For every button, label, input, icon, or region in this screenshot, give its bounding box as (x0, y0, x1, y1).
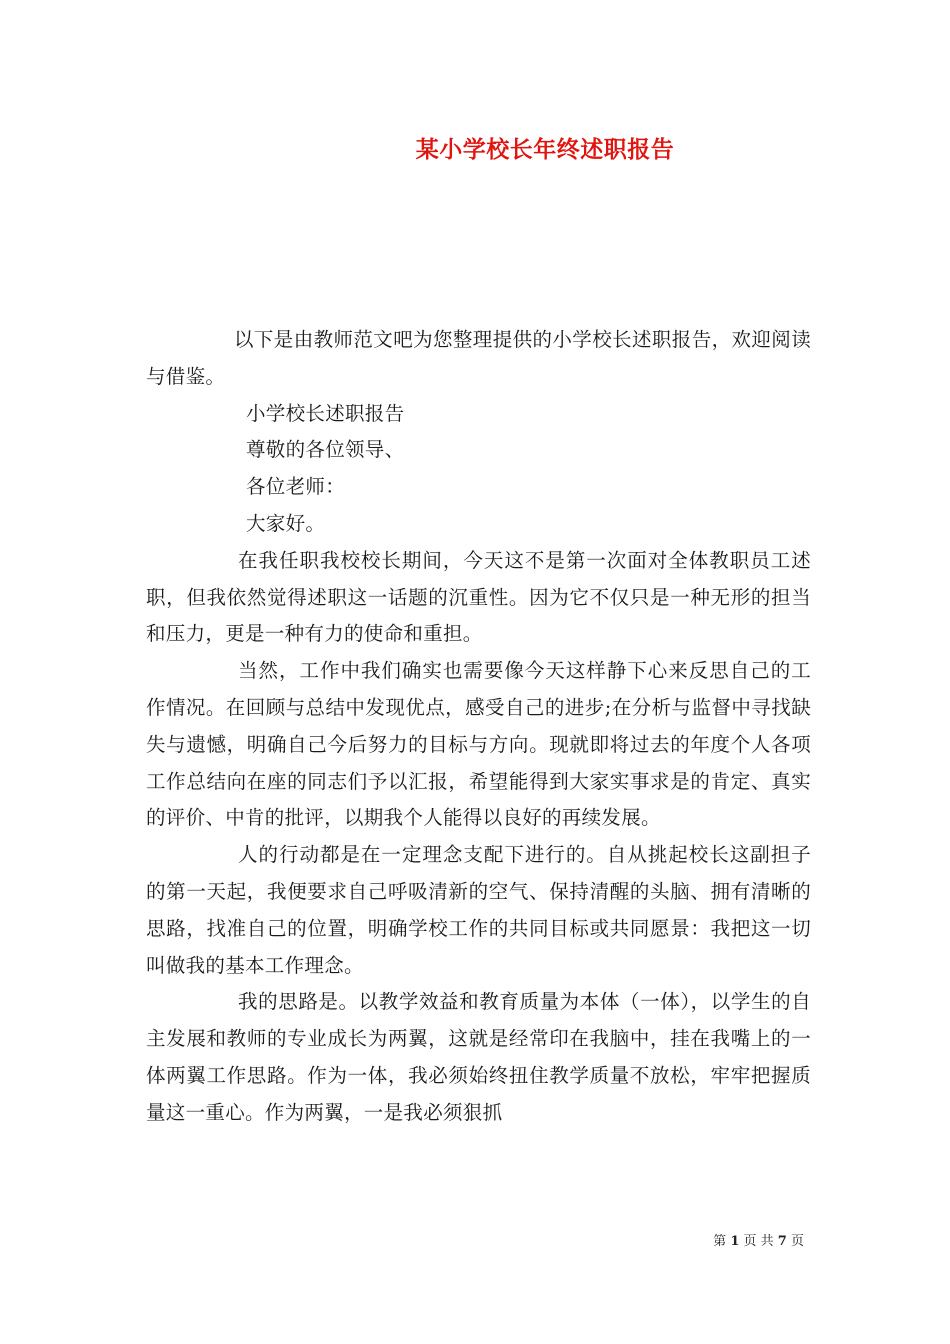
salutation-leaders: 尊敬的各位领导、 (246, 438, 405, 462)
body-paragraph: 在我任职我校校长期间，今天这不是第一次面对全体教职员工述职，但我依然觉得述职这一话题的沉重性。因为它不仅只是一种无形的担当和压力，更是一种有力的使命和重担。 (146, 548, 811, 646)
document-body (146, 322, 811, 1132)
document-title: 某小学校长年终述职报告 (415, 136, 675, 163)
salutation-teachers: 各位老师： (246, 475, 346, 499)
page-number (713, 1233, 804, 1251)
total-pages: 7 (777, 1234, 787, 1249)
body-paragraph: 当然，工作中我们确实也需要像今天这样静下心来反思自己的工作情况。在回顾与总结中发现优点，感受自己的进步;在分析与监督中寻找缺失与遗憾，明确自己今后努力的目标与方向。现就即将过去的年度个人各项工作总结向在座的同志们予以汇报，希望能得到大家实事求是的肯定、真实的评价、中肯的批评，以期我个人能得以良好的再续发展。 (146, 659, 811, 830)
page-number-suffix: 页 (790, 1234, 804, 1249)
page-number-prefix: 第 (713, 1234, 727, 1249)
page-number-middle: 页 共 (743, 1234, 774, 1249)
body-paragraph: 我的思路是。以教学效益和教育质量为本体（一体），以学生的自主发展和教师的专业成长为两翼，这就是经常印在我脑中，挂在我嘴上的一体两翼工作思路。作为一体，我必须始终扭住教学质量不放松，牢牢把握质量这一重心。作为两翼，一是我必须狠抓 (146, 990, 811, 1124)
current-page: 1 (730, 1234, 740, 1249)
greeting: 大家好。 (246, 511, 326, 535)
body-paragraph: 人的行动都是在一定理念支配下进行的。自从挑起校长这副担子的第一天起，我便要求自己呼吸清新的空气、保持清醒的头脑、拥有清晰的思路，找准自己的位置，明确学校工作的共同目标或共同愿景：我把这一切叫做我的基本工作理念。 (146, 843, 811, 977)
intro-paragraph: 以下是由教师范文吧为您整理提供的小学校长述职报告，欢迎阅读与借鉴。 (146, 328, 811, 388)
report-heading: 小学校长述职报告 (246, 401, 405, 425)
